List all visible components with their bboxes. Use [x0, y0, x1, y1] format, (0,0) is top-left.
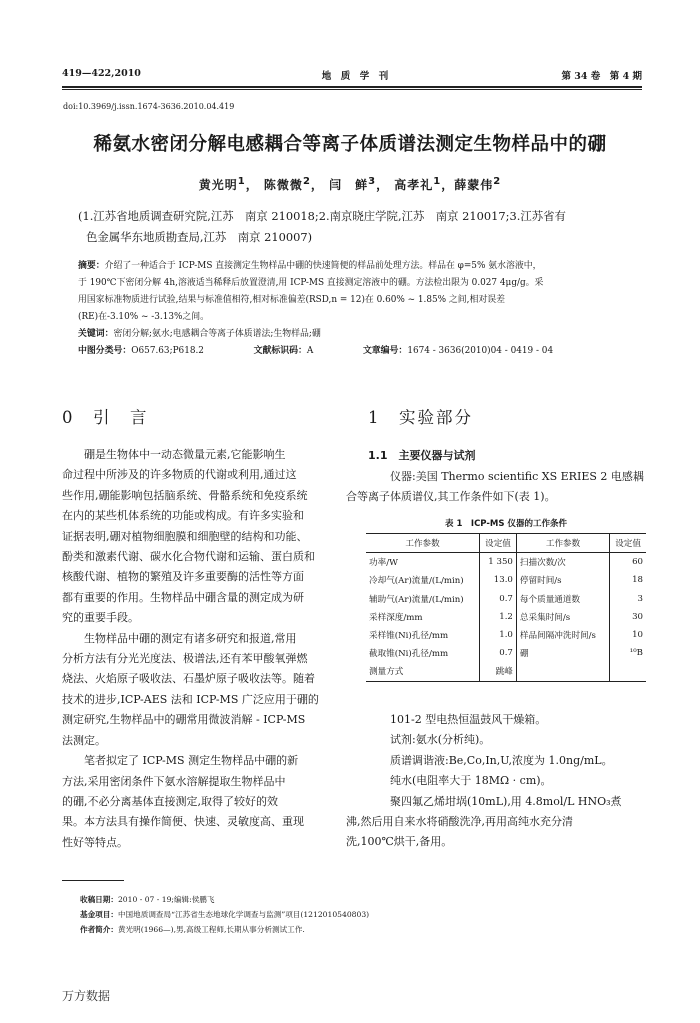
text-line: 些作用,硼能影响包括脑系统、骨骼系统和免疫系统	[62, 488, 308, 502]
text-line: 证据表明,硼对植物细胞膜和细胞壁的结构和功能、	[62, 529, 308, 543]
table-cell: 停留时间/s	[516, 571, 609, 589]
table-cell: 样品间隔冲洗时间/s	[516, 626, 609, 644]
table-row	[366, 608, 646, 626]
clc-number: O657.63;P618.2	[131, 346, 204, 356]
received-date: 2010 - 07 - 19;编辑:侯鹏飞	[117, 895, 215, 904]
text-line: 质谱调谐液:Be,Co,In,U,浓度为 1.0ng/mL。	[390, 753, 613, 767]
text-line: 酚类和激素代谢、碳水化合物代谢和运输、蛋白质和	[62, 550, 315, 564]
table-cell: 冷却气(Ar)流量/(L/min)	[369, 576, 464, 587]
instrument-text	[346, 467, 644, 508]
abstract-line: 于 190℃下密闭分解 4h,溶液适当稀释后放置澄清,用 ICP-MS 直接测定溶液中的硼。方法检出限为 0.027 4μg/g。采	[78, 278, 544, 288]
table-row	[366, 626, 646, 644]
author: 闫 鲜	[329, 178, 369, 192]
keywords: 密闭分解;氨水;电感耦合等离子体质谱法;生物样品;硼	[113, 329, 321, 339]
text-line: 的硼,不必分离基体直接测定,取得了较好的效	[62, 794, 278, 808]
author-mark: 2	[302, 176, 311, 187]
author-bio-label: 作者简介：	[80, 924, 118, 934]
keywords-label: 关键词：	[78, 329, 114, 339]
text-line: 技术的进步,ICP-AES 法和 ICP-MS 广泛应用于硼的	[62, 692, 319, 706]
table-cell: 1.2	[480, 608, 517, 626]
doc-code-label: 文献标识码：	[253, 346, 307, 356]
table-cell: 13.0	[480, 571, 517, 589]
author-mark: 3	[368, 176, 377, 187]
text-line: 生物样品中硼的测定有诸多研究和报道,常用	[84, 631, 297, 645]
table-header: 设定值	[480, 534, 517, 553]
table-cell: 0.7	[480, 644, 517, 662]
author-mark: 1	[237, 176, 246, 187]
text-line: 笔者拟定了 ICP-MS 测定生物样品中硼的新	[84, 754, 299, 768]
author-bio: 黄光明(1966—),男,高级工程师,长期从事分析测试工作.	[117, 924, 305, 934]
table-cell	[516, 662, 609, 681]
table-cell: 18	[610, 571, 646, 589]
table-row	[366, 644, 646, 662]
text-line: 方法,采用密闭条件下氨水溶解提取生物样品中	[62, 774, 286, 788]
table-cell: 10	[610, 626, 646, 644]
article-number: 1674 - 3636(2010)04 - 0419 - 04	[407, 346, 554, 356]
author-mark: 1	[433, 176, 442, 187]
table-cell: 采样深度/mm	[369, 612, 423, 623]
text-line: 纯水(电阻率大于 18MΩ · cm)。	[390, 774, 552, 788]
fund-text: 中国地质调查局“江苏省生态地球化学调查与监测”项目(1212010540803)	[117, 909, 370, 919]
text-line: 法测定。	[62, 733, 106, 747]
table-cell: 1.0	[480, 626, 517, 644]
text-line: 硼是生物体中一动态微量元素,它能影响生	[84, 448, 286, 461]
reagent-list	[346, 710, 644, 853]
affiliations	[78, 206, 634, 248]
fund-label: 基金项目：	[80, 909, 118, 919]
paragraph	[346, 792, 644, 853]
watermark-text: 万方数据	[62, 989, 111, 1003]
table-cell: 硼	[516, 644, 609, 662]
paragraph	[62, 445, 348, 629]
abstract-block	[78, 258, 636, 360]
table-cell: 采样锥(Ni)孔径/mm	[369, 631, 449, 642]
clc-label: 中图分类号：	[78, 346, 132, 356]
text-line: 烧法、火焰原子吸收法、石墨炉原子吸收法等。随着	[62, 672, 315, 686]
table-caption: 表 1 ICP-MS 仪器的工作条件	[445, 519, 567, 529]
text-line: 试剂:氨水(分析纯)。	[390, 733, 491, 747]
header-volume: 第 34 卷 第 4 期	[561, 71, 642, 82]
text-line: 101-2 型电热恒温鼓风干燥箱。	[390, 713, 547, 726]
text-line: 洗,100℃烘干,备用。	[346, 835, 453, 849]
section-heading-intro: 0 引 言	[62, 408, 149, 427]
table-row	[366, 590, 646, 608]
table-cell: 每个质量通道数	[516, 590, 609, 608]
table-cell: 测量方式	[369, 667, 404, 678]
abstract-line: 介绍了一种适合于 ICP-MS 直接测定生物样品中硼的快速简便的样品前处理方法。样品在 φ=5% 氨水溶液中，	[104, 261, 542, 271]
table-cell: 1 350	[480, 553, 517, 572]
footnote-rule	[62, 880, 124, 881]
author: 薛蒙伟	[454, 178, 494, 192]
header-pages: 419—422,2010	[62, 68, 141, 79]
table-cell: 3	[610, 590, 646, 608]
article-no-label: 文章编号：	[362, 346, 408, 356]
paragraph	[62, 629, 348, 751]
text-line: 在内的某些机体系统的功能或构成。有许多实验和	[62, 509, 304, 523]
text-line: 分析方法有分光光度法、极谱法,还有苯甲酸氧弹燃	[62, 652, 308, 666]
table-header: 工作参数	[405, 539, 440, 550]
received-label: 收稿日期：	[80, 895, 118, 904]
table-1	[366, 533, 646, 682]
intro-body	[62, 445, 348, 853]
header-journal: 地 质 学 刊	[321, 71, 389, 82]
table-cell: 总采集时间/s	[516, 608, 609, 626]
doc-code: A	[306, 346, 314, 356]
affiliation-line: (1.江苏省地质调查研究院,江苏 南京 210018;2.南京晓庄学院,江苏 南京 210017;3.江苏省有	[78, 209, 566, 223]
author-list: 黄光明$^1$， 陈微微$^2$， 闫 鲜$^3$， 高孝礼$^1$，薛蒙伟$^2$	[198, 176, 502, 192]
text-line: 聚四氟乙烯坩埚(10mL),用 4.8mol/L HNO₃煮	[390, 794, 622, 808]
text-line: 究的重要手段。	[62, 611, 139, 625]
table-cell: 60	[610, 553, 646, 572]
header-rule-thin	[62, 89, 642, 90]
paragraph	[62, 751, 348, 853]
table-cell: 30	[610, 608, 646, 626]
author-mark: 2	[493, 176, 502, 187]
header-rule	[62, 86, 642, 88]
text-line: 果。本方法具有操作简便、快速、灵敏度高、重现	[62, 815, 304, 829]
text-line: 都有重要的作用。生物样品中硼含量的测定成为研	[62, 590, 304, 604]
abstract-line: 用国家标准物质进行试验,结果与标准值相符,相对标准偏差(RSD,n = 12)在 0.60% ~ 1.85% 之间,相对误差	[78, 295, 505, 305]
text-line: 性好等特点。	[62, 835, 128, 849]
table-cell: 功率/W	[369, 558, 398, 569]
text-line: 仪器:美国 Thermo scientific XS ERIES 2 电感耦	[390, 470, 644, 483]
table-row	[366, 662, 646, 681]
abstract-line: (RE)在-3.10% ~ -3.13%之间。	[78, 312, 210, 322]
doi: doi:10.3969/j.issn.1674-3636.2010.04.419	[63, 102, 235, 111]
text-line: 核酸代谢、植物的繁殖及许多重要酶的活性等方面	[62, 570, 304, 584]
table-header: 设定值	[610, 534, 646, 553]
author: 陈微微	[263, 178, 303, 192]
subsection-heading: 1.1 主要仪器与试剂	[368, 449, 476, 462]
text-line: 沸,然后用自来水将硝酸洗净,再用高纯水充分清	[346, 815, 573, 829]
table-cell: ¹⁰B	[610, 644, 646, 662]
table-header: 工作参数	[516, 534, 609, 553]
paragraph	[346, 467, 644, 508]
text-line: 合等离子体质谱仪,其工作条件如下(表 1)。	[346, 490, 556, 504]
author: 高孝礼	[394, 178, 434, 192]
paper-title: 稀氨水密闭分解电感耦合等离子体质谱法测定生物样品中的硼	[93, 134, 607, 155]
affiliation-line: 色金属华东地质勘查局,江苏 南京 210007)	[86, 230, 313, 244]
section-heading-experiment: 1 实验部分	[368, 408, 473, 427]
table-cell	[610, 662, 646, 681]
text-line: 命过程中所涉及的许多物质的代谢或利用,通过这	[62, 468, 297, 482]
table-cell: 0.7	[480, 590, 517, 608]
text-line: 测定研究,生物样品中的硼常用微波消解 - ICP-MS	[62, 713, 306, 727]
author: 黄光明	[198, 178, 238, 192]
table-cell: 跳峰	[480, 662, 517, 681]
table-cell: 辅助气(Ar)流量/(L/min)	[369, 594, 464, 605]
abstract-label: 摘要：	[78, 261, 105, 271]
table-cell: 截取锥(Ni)孔径/mm	[369, 649, 449, 660]
footnotes	[80, 893, 640, 937]
table-row	[366, 553, 646, 572]
table-cell: 扫描次数/次	[516, 553, 609, 572]
table-row	[366, 571, 646, 589]
